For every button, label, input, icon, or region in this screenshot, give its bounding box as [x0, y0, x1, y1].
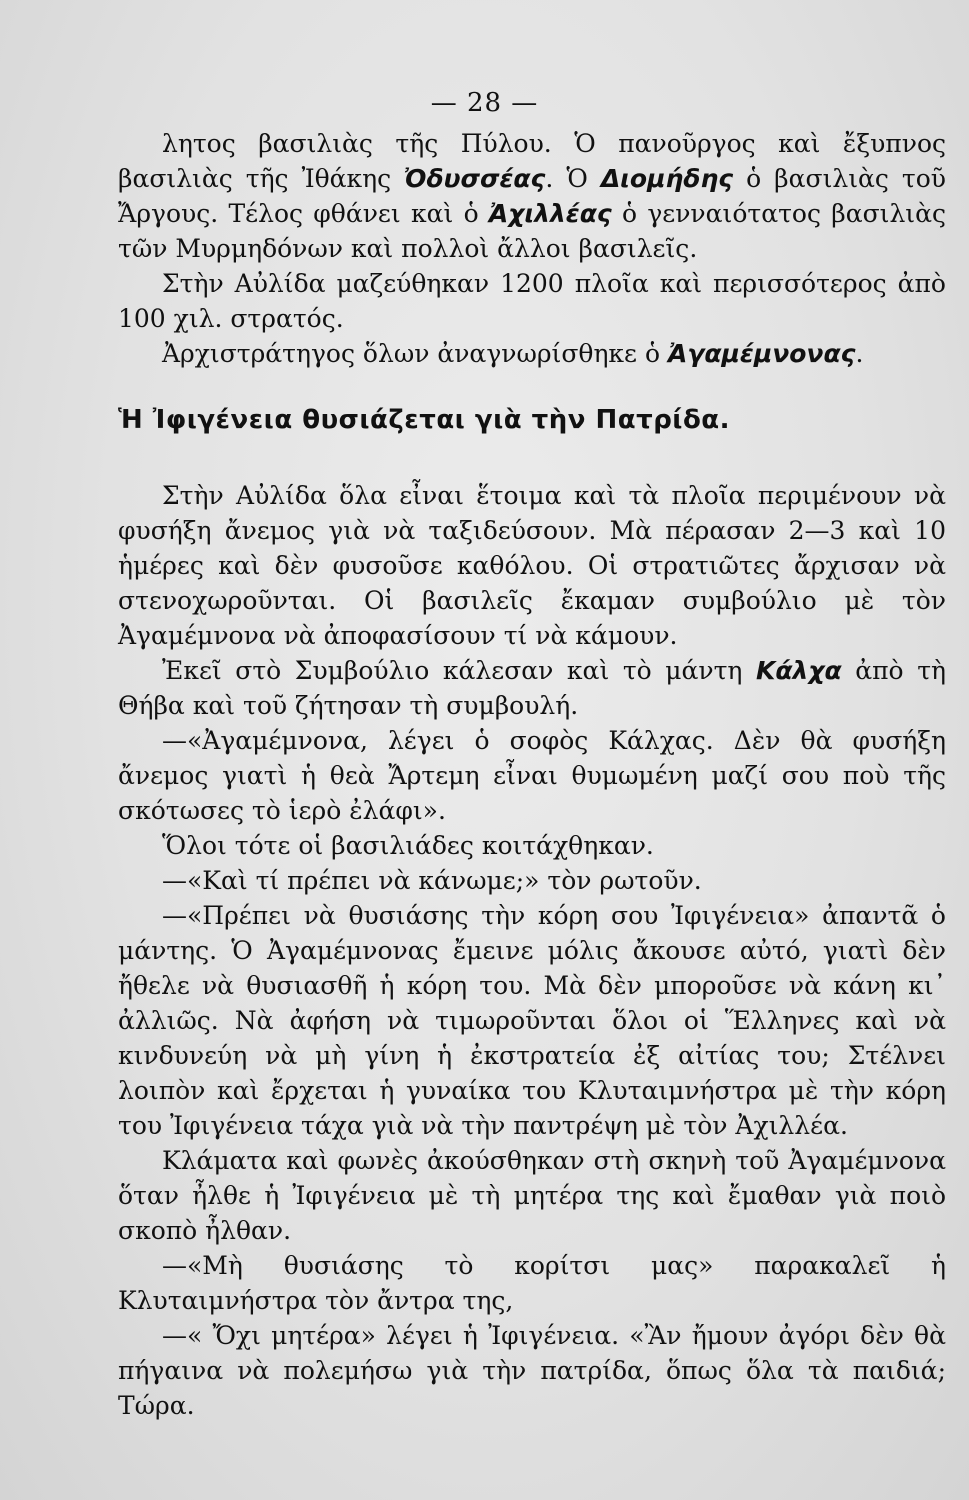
text-run: Ἀρχιστράτηγος ὅλων ἀναγνωρίσθηκε ὁ [162, 339, 668, 368]
text-run: —«Μὴ θυσιάσης τὸ κορίτσι μας» παρακαλεῖ ἡ Κλυταιμνήστρα τὸν ἄντρα της, [118, 1251, 946, 1315]
text-run: λητος βασιλιὰς τῆς Πύλου. Ὁ πανοῦργος καὶ ἔξυπνος βασιλιὰς τῆς Ἰθάκης [118, 129, 946, 193]
paragraph [118, 126, 946, 266]
text-run: Ὅλοι τότε οἱ βασιλιάδες κοιτάχθηκαν. [162, 831, 654, 860]
body-text [118, 126, 946, 1423]
proper-name: Ἀγαμέμνονας [667, 339, 856, 368]
proper-name: Κάλχα [756, 656, 842, 685]
proper-name: Ἀχιλλέας [488, 199, 612, 228]
paragraph [118, 336, 946, 371]
paragraph [118, 863, 946, 898]
paragraph [118, 478, 946, 653]
text-run: ὁ βασιλιὰς τοῦ Ἄργους. Τέλος φθάνει καὶ ὁ [118, 164, 946, 228]
text-run: —«Πρέπει νὰ θυσιάσης τὴν κόρη σου Ἰφιγένεια» ἀπαντᾶ ὁ μάντης. Ὁ Ἀγαμέμνονας ἔμεινε μόλις ἄκουσε αὐτό, γιατὶ δὲν ἤθελε νὰ θυσιασθῆ ἡ κόρη του. Μὰ δὲν μποροῦσε νὰ κάνη κι᾿ ἀλλιῶς. Νὰ ἀφήση νὰ τιμωροῦνται ὅλοι οἱ Ἕλληνες καὶ νὰ κινδυνεύη νὰ μὴ γίνη ἡ ἐκστρατεία ἐξ αἰτίας του; Στέλνει λοιπὸν καὶ ἔρχεται ἡ γυναίκα του Κλυταιμνήστρα μὲ τὴν κόρη του Ἰφιγένεια τάχα γιὰ νὰ τὴν παντρέψη μὲ τὸν Ἀχιλλέα. [118, 901, 946, 1140]
text-run: . Ὁ [545, 164, 601, 193]
text-run: . [855, 339, 864, 368]
proper-name: Διομήδης [600, 164, 734, 193]
text-run: —«Ἀγαμέμνονα, λέγει ὁ σοφὸς Κάλχας. Δὲν θὰ φυσήξη ἄνεμος γιατὶ ἡ θεὰ Ἄρτεμη εἶναι θυμωμένη μαζί σου ποὺ τῆς σκότωσες τὸ ἱερὸ ἐλάφι». [118, 726, 946, 825]
section-heading: Ἡ Ἰφιγένεια θυσιάζεται γιὰ τὴν Πατρίδα. [118, 405, 731, 435]
page-number: — 28 — [430, 88, 539, 118]
text-run: ὁ γενναιότατος βασιλιὰς τῶν Μυρμηδόνων καὶ πολλοὶ ἄλλοι βασιλεῖς. [118, 199, 946, 263]
text-run: Στὴν Αὐλίδα μαζεύθηκαν 1200 πλοῖα καὶ περισσότερος ἀπὸ 100 χιλ. στρατός. [118, 269, 946, 333]
text-run: Ἐκεῖ στὸ Συμβούλιο κάλεσαν καὶ τὸ μάντη [162, 656, 756, 685]
text-run: Κλάματα καὶ φωνὲς ἀκούσθηκαν στὴ σκηνὴ τοῦ Ἀγαμέμνονα ὅταν ἦλθε ἡ Ἰφιγένεια μὲ τὴ μητέρα της καὶ ἔμαθαν γιὰ ποιὸ σκοπὸ ἦλθαν. [118, 1146, 946, 1245]
text-run: ἀπὸ τὴ Θήβα καὶ τοῦ ζήτησαν τὴ συμβουλή. [118, 656, 946, 720]
proper-name: Ὀδυσσέας [404, 164, 546, 193]
paragraph [118, 723, 946, 828]
text-run: —« Ὄχι μητέρα» λέγει ἡ Ἰφιγένεια. «Ἂν ἤμουν ἀγόρι δὲν θὰ πήγαινα νὰ πολεμήσω γιὰ τὴν πατρίδα, ὅπως ὅλα τὰ παιδιά; Τώρα. [118, 1321, 946, 1420]
paragraph [118, 653, 946, 723]
text-run: —«Καὶ τί πρέπει νὰ κάνωμε;» τὸν ρωτοῦν. [162, 866, 702, 895]
paragraph [118, 898, 946, 1143]
paragraph [118, 1318, 946, 1423]
text-run: Στὴν Αὐλίδα ὅλα εἶναι ἕτοιμα καὶ τὰ πλοῖα περιμένουν νὰ φυσήξη ἄνεμος γιὰ νὰ ταξιδεύσουν. Μὰ πέρασαν 2—3 καὶ 10 ἡμέρες καὶ δὲν φυσοῦσε καθόλου. Οἱ στρατιῶτες ἄρχισαν νὰ στενοχωροῦνται. Οἱ βασιλεῖς ἔκαμαν συμβούλιο μὲ τὸν Ἀγαμέμνονα νὰ ἀποφασίσουν τί νὰ κάμουν. [118, 481, 946, 650]
paragraph [118, 828, 946, 863]
paragraph [118, 1248, 946, 1318]
paragraph [118, 1143, 946, 1248]
paragraph [118, 266, 946, 336]
